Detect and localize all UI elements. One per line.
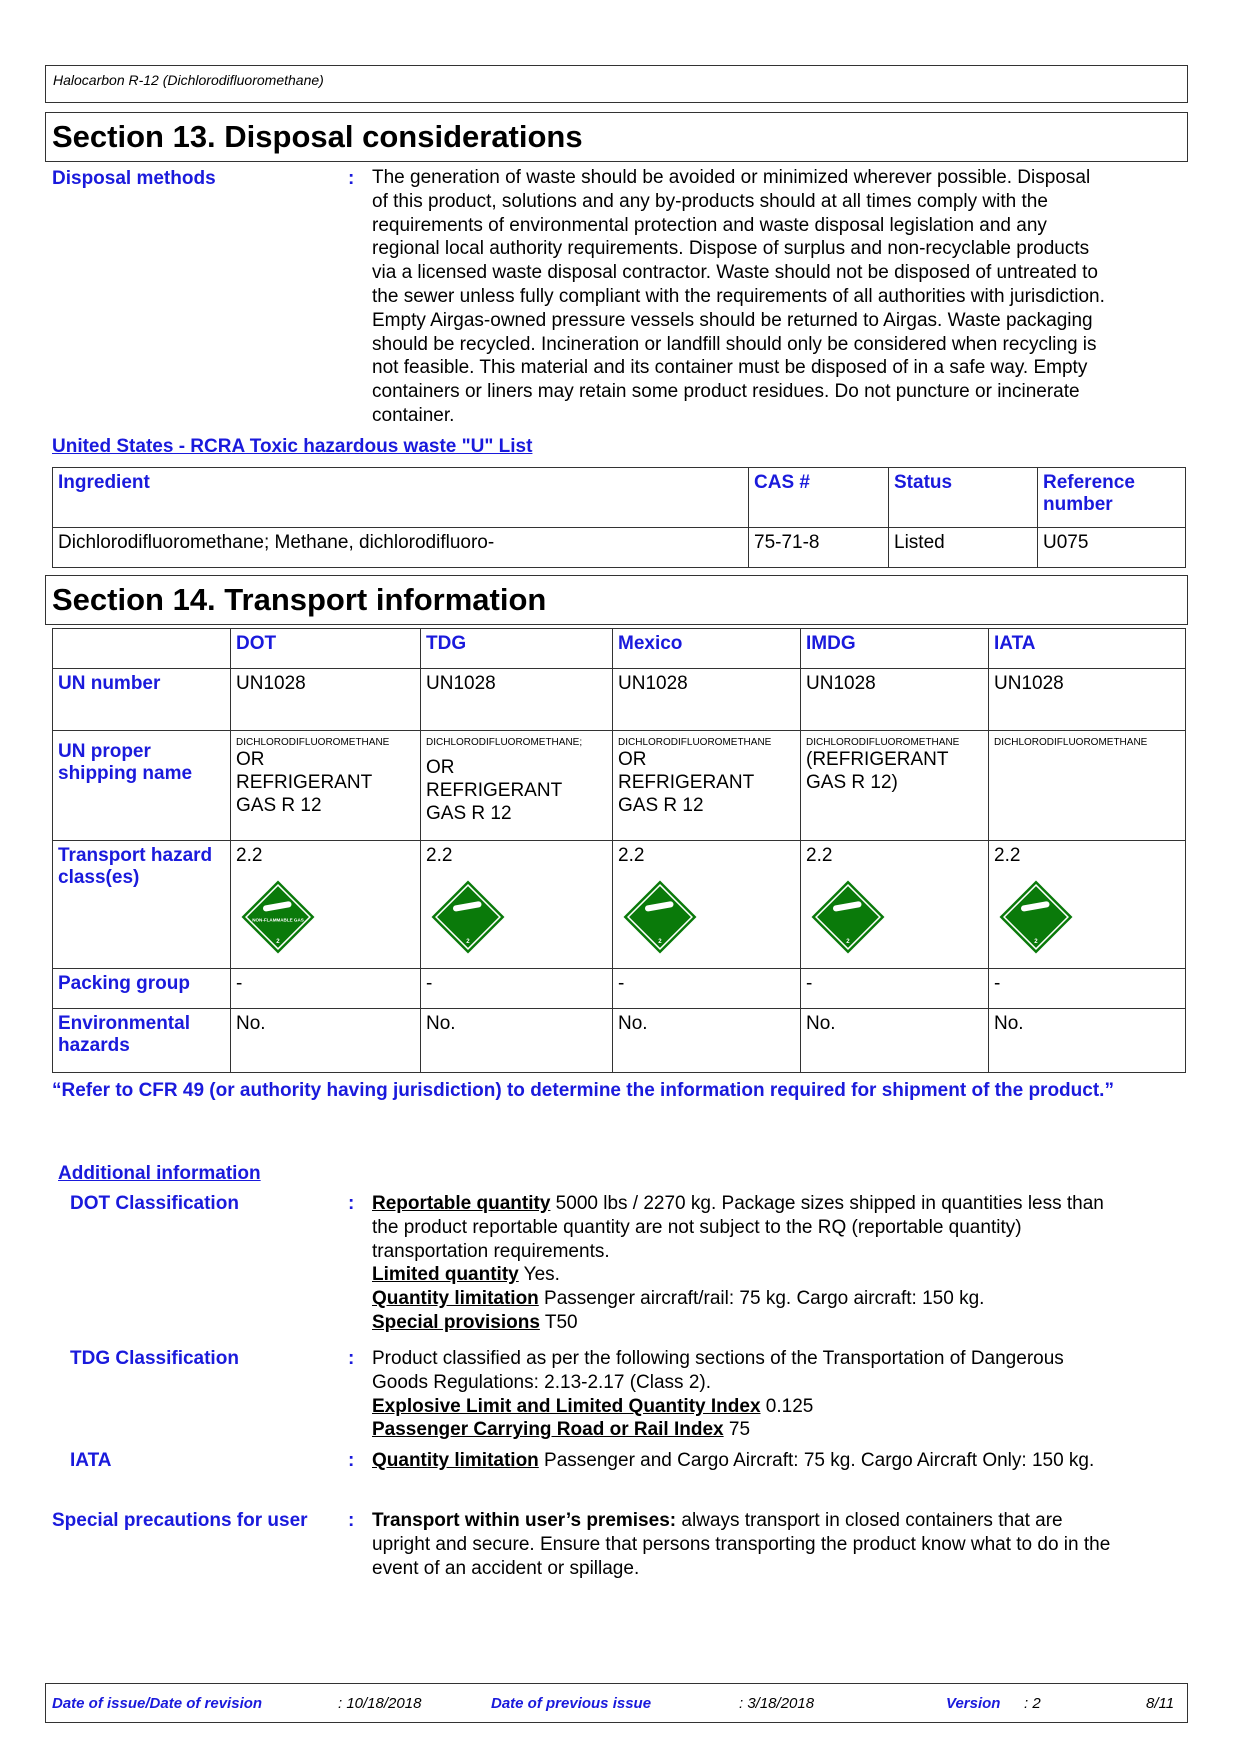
version-label: Version [946, 1695, 1001, 1712]
disposal-line: via a licensed waste disposal contractor. Waste should not be disposed of untreated to [372, 262, 1098, 284]
explosive-limit-label: Explosive Limit and Limited Quantity Index [372, 1395, 761, 1417]
product-name: Halocarbon R-12 (Dichlorodifluoromethane) [53, 72, 324, 88]
version-value: : 2 [1024, 1695, 1041, 1712]
dot-classification-text: Reportable quantity 5000 lbs / 2270 kg. Package sizes shipped in quantities less than the product reportable quantity are not subject to the RQ (reportable quantity) transportation requirements. Limited quantity Yes. Quantity limitation Passenger aircraft/rail: 75 kg. Cargo aircraft: 150 kg. Special provisions T50 [372, 1193, 1104, 1333]
section-13-title [45, 112, 1188, 162]
un-number-row [53, 669, 1186, 731]
un-number-iata: UN1028 [989, 669, 1186, 731]
disposal-line: of this product, solutions and any by-products should at all times comply with the [372, 190, 1048, 212]
page-number: 8/11 [1146, 1695, 1175, 1712]
hazard-class-label: Transport hazard class(es) [53, 841, 231, 969]
tdg-colon: : [348, 1348, 355, 1369]
transport-col-imdg: IMDG [801, 629, 989, 669]
transport-col-iata: IATA [989, 629, 1186, 669]
rcra-col-ingredient: Ingredient [53, 468, 749, 528]
disposal-methods-text [372, 166, 1192, 428]
non-flammable-gas-placard-icon [806, 867, 983, 961]
packing-group-mexico: - [613, 969, 801, 1009]
hazard-class-imdg: 2.2 2 [801, 841, 989, 969]
transport-col-dot: DOT [231, 629, 421, 669]
iata-text: Quantity limitation Passenger and Cargo Aircraft: 75 kg. Cargo Aircraft Only: 150 kg. [372, 1450, 1095, 1471]
document-header [45, 65, 1188, 103]
shipping-name-label: UN proper shipping name [53, 731, 231, 841]
packing-group-row [53, 969, 1186, 1009]
environmental-hazards-row [53, 1009, 1186, 1073]
rcra-col-status: Status [889, 468, 1038, 528]
packing-group-iata: - [989, 969, 1186, 1009]
svg-text:2: 2 [276, 937, 280, 945]
disposal-line: Empty Airgas-owned pressure vessels should be returned to Airgas. Waste packaging [372, 309, 1093, 331]
reportable-quantity-label: Reportable quantity [372, 1193, 551, 1214]
shipping-name-tdg: DICHLORODIFLUOROMETHANE; OR REFRIGERANT GAS R 12 [421, 731, 613, 841]
disposal-line: requirements of environmental protection and waste disposal legislation and any [372, 214, 1047, 236]
document-footer [45, 1683, 1188, 1723]
non-flammable-gas-placard-icon [236, 867, 415, 961]
svg-text:2: 2 [466, 937, 470, 945]
rcra-status: Listed [889, 528, 1038, 568]
disposal-line: regional local authority requirements. Dispose of surplus and non-recyclable products [372, 238, 1090, 260]
disposal-line: The generation of waste should be avoided or minimized wherever possible. Disposal [372, 167, 1091, 188]
env-hazards-imdg: No. [801, 1009, 989, 1073]
disposal-line: containers or liners may retain some product residues. Do not puncture or incinerate [372, 381, 1080, 403]
table-row [53, 528, 1186, 568]
disposal-line: should be recycled. Incineration or landfill should only be considered when recycling is [372, 333, 1097, 355]
special-precautions-text: Transport within user’s premises: always transport in closed containers that are upright and secure. Ensure that persons transporting the product know what to do in the event of an accident or spillage. [372, 1510, 1111, 1579]
svg-text:2: 2 [658, 937, 662, 945]
issue-date-value: : 10/18/2018 [338, 1695, 422, 1712]
special-precautions-label: Special precautions for user [52, 1510, 308, 1531]
disposal-line: container. [372, 404, 455, 426]
env-hazards-mexico: No. [613, 1009, 801, 1073]
tdg-classification-label: TDG Classification [70, 1348, 239, 1369]
rcra-cas: 75-71-8 [749, 528, 889, 568]
quantity-limitation-label: Quantity limitation [372, 1288, 539, 1310]
env-hazards-tdg: No. [421, 1009, 613, 1073]
hazard-class-tdg: 2.2 2 [421, 841, 613, 969]
cfr-note: “Refer to CFR 49 (or authority having jurisdiction) to determine the information required for shipment of the product.” [52, 1080, 1114, 1101]
environmental-hazards-label: Environmental hazards [53, 1009, 231, 1073]
rcra-table [52, 467, 1186, 568]
special-provisions-label: Special provisions [372, 1311, 540, 1333]
disposal-line: the sewer unless fully compliant with the requirements of all authorities with jurisdiction. [372, 285, 1105, 307]
transport-col-blank [53, 629, 231, 669]
transport-header-row [53, 629, 1186, 669]
shipping-name-mexico: DICHLORODIFLUOROMETHANE OR REFRIGERANT GAS R 12 [613, 731, 801, 841]
svg-text:2: 2 [846, 937, 850, 945]
shipping-name-iata: DICHLORODIFLUOROMETHANE [989, 731, 1186, 841]
hazard-class-dot: 2.2 NON-FLAMMABLE GAS 2 [231, 841, 421, 969]
non-flammable-gas-placard-icon [426, 867, 607, 961]
iata-label: IATA [70, 1450, 112, 1471]
packing-group-label: Packing group [53, 969, 231, 1009]
rcra-ingredient: Dichlorodifluoromethane; Methane, dichlorodifluoro- [53, 528, 749, 568]
iata-quantity-limitation-label: Quantity limitation [372, 1450, 539, 1471]
previous-issue-label: Date of previous issue [491, 1695, 652, 1712]
limited-quantity-label: Limited quantity [372, 1264, 519, 1286]
hazard-class-row [53, 841, 1186, 969]
packing-group-dot: - [231, 969, 421, 1009]
un-number-tdg: UN1028 [421, 669, 613, 731]
shipping-name-row [53, 731, 1186, 841]
packing-group-tdg: - [421, 969, 613, 1009]
disposal-line: not feasible. This material and its container must be disposed of in a safe way. Empty [372, 357, 1088, 379]
svg-text:2: 2 [1034, 937, 1038, 945]
hazard-class-mexico: 2.2 2 [613, 841, 801, 969]
non-flammable-gas-placard-icon [618, 867, 795, 961]
svg-text:NON-FLAMMABLE GAS: NON-FLAMMABLE GAS [252, 917, 304, 923]
un-number-dot: UN1028 [231, 669, 421, 731]
transport-table [52, 628, 1186, 1073]
rcra-reference: U075 [1038, 528, 1186, 568]
non-flammable-gas-placard-icon [994, 867, 1180, 961]
transport-col-mexico: Mexico [613, 629, 801, 669]
un-number-imdg: UN1028 [801, 669, 989, 731]
shipping-name-imdg: DICHLORODIFLUOROMETHANE (REFRIGERANT GAS R 12) [801, 731, 989, 841]
transport-col-tdg: TDG [421, 629, 613, 669]
un-number-label: UN number [53, 669, 231, 731]
issue-date-label: Date of issue/Date of revision [52, 1695, 263, 1712]
rcra-col-cas: CAS # [749, 468, 889, 528]
env-hazards-iata: No. [989, 1009, 1186, 1073]
rcra-col-reference: Reference number [1038, 468, 1186, 528]
passenger-index-label: Passenger Carrying Road or Rail Index [372, 1419, 724, 1441]
iata-colon: : [348, 1450, 355, 1471]
packing-group-imdg: - [801, 969, 989, 1009]
special-precautions-colon: : [348, 1510, 355, 1531]
disposal-methods-label: Disposal methods [52, 168, 216, 189]
shipping-name-dot: DICHLORODIFLUOROMETHANE OR REFRIGERANT GAS R 12 [231, 731, 421, 841]
un-number-mexico: UN1028 [613, 669, 801, 731]
dot-colon: : [348, 1193, 355, 1214]
dot-classification-label: DOT Classification [70, 1193, 239, 1214]
previous-issue-value: : 3/18/2018 [739, 1695, 815, 1712]
disposal-methods-colon: : [348, 168, 355, 189]
tdg-classification-text: Product classified as per the following sections of the Transportation of Dangerous Goods Regulations: 2.13-2.17 (Class 2). Explosive Limit and Limited Quantity Index 0.125 Passenger Carrying Road or Rail Index 75 [372, 1348, 1064, 1441]
additional-info-heading[interactable]: Additional information [58, 1163, 261, 1184]
section-13-title-text: Section 13. Disposal considerations [52, 119, 583, 154]
rcra-heading-link[interactable]: United States - RCRA Toxic hazardous waste "U" List [52, 436, 533, 457]
section-14-title [45, 575, 1188, 625]
section-14-title-text: Section 14. Transport information [52, 582, 547, 617]
env-hazards-dot: No. [231, 1009, 421, 1073]
rcra-header-row [53, 468, 1186, 528]
hazard-class-iata: 2.2 2 [989, 841, 1186, 969]
